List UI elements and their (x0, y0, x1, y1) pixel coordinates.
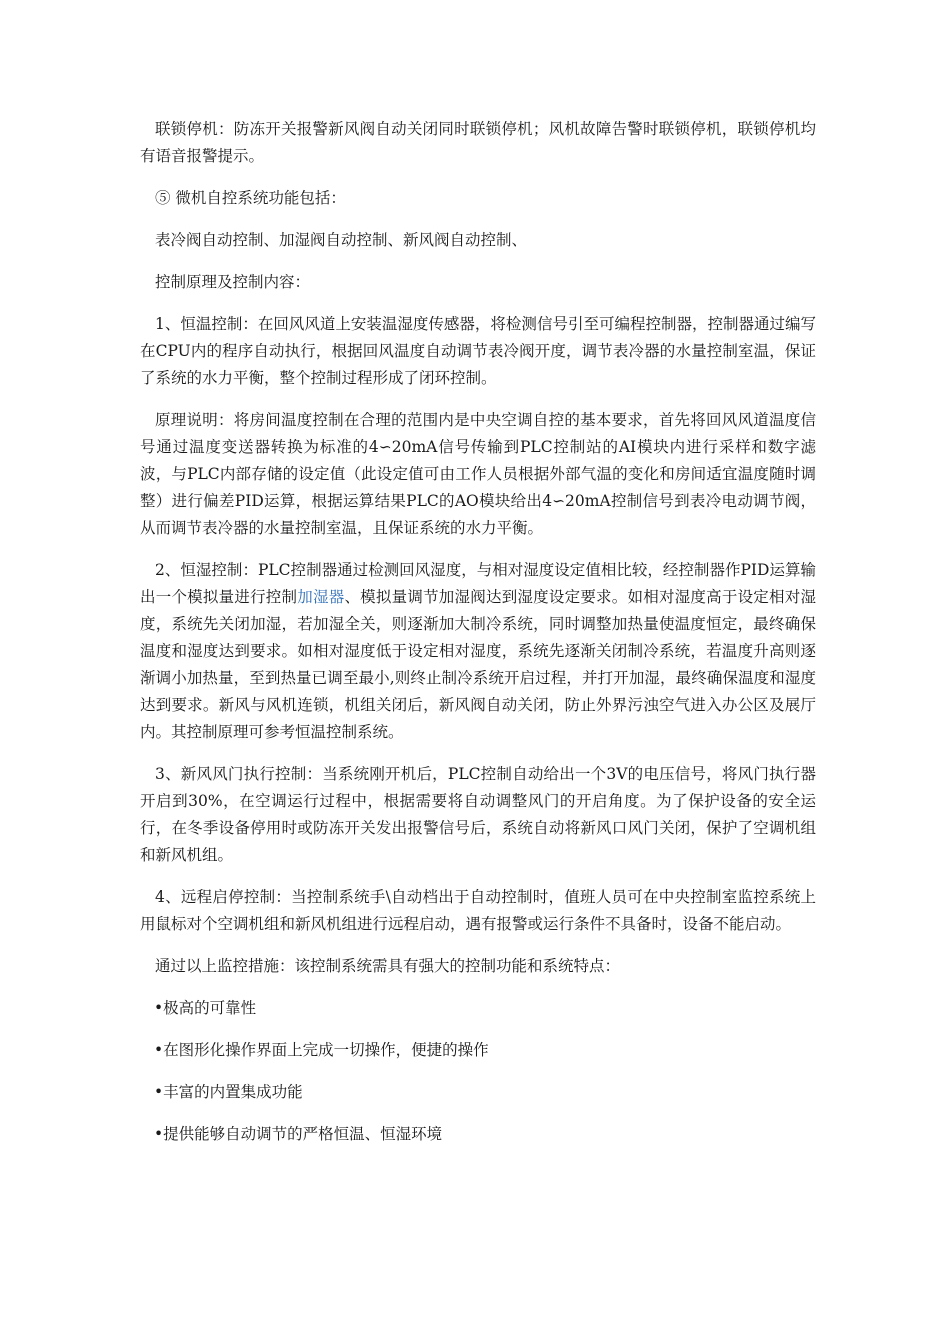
paragraph-fresh-air-damper: 3、新风风门执行控制：当系统刚开机后，PLC控制自动给出一个3V的电压信号，将风门执行器开启到30%，在空调运行过程中，根据需要将自动调整风门的开启角度。为了保护设备的安全运行，在冬季设备停用时或防冻开关发出报警信号后，系统自动将新风口风门关闭，保护了空调机组和新风机组。 (140, 765, 816, 864)
paragraph-control-principle-heading: 控制原理及控制内容： (155, 273, 311, 291)
bullet-item: •极高的可靠性 (154, 999, 257, 1017)
document-page (140, 116, 816, 1163)
paragraph-remote-start-stop: 4、远程启停控制：当控制系统手\自动档出于自动控制时，值班人员可在中央控制室监控系统上用鼠标对个空调机组和新风机组进行远程启动，遇有报警或运行条件不具备时，设备不能启动。 (140, 888, 816, 933)
humidity-text-after: 、模拟量调节加湿阀达到湿度设定要求。如相对湿度高于设定相对湿度，系统先关闭加湿，若加湿全关，则逐渐加大制冷系统，同时调整加热量使温度恒定，最终确保温度和湿度达到要求。如相对湿度低于设定相对湿度，系统先逐渐关闭制冷系统，若温度升高则逐渐调小加热量，至到热量已调至最小,则终止制冷系统开启过程，并打开加湿，最终确保温度和湿度达到要求。新风与风机连锁，机组关闭后，新风阀自动关闭，防止外界污浊空气进入办公区及展厅内。其控制原理可参考恒温控制系统。 (140, 588, 816, 741)
bullet-item: •提供能够自动调节的严格恒温、恒湿环境 (154, 1125, 443, 1143)
paragraph-constant-humidity (140, 557, 816, 746)
paragraph-interlock-stop: 联锁停机：防冻开关报警新风阀自动关闭同时联锁停机；风机故障告警时联锁停机，联锁停机均有语音报警提示。 (140, 120, 816, 165)
humidity-text-before: 2、恒湿控制：PLC控制器通过检测回风湿度，与相对湿度设定值相比较，经控制器作PID运算输出一个模拟量进行控制 (140, 561, 816, 606)
bullet-item: •丰富的内置集成功能 (154, 1083, 303, 1101)
paragraph-constant-temperature: 1、恒温控制：在回风风道上安装温湿度传感器，将检测信号引至可编程控制器，控制器通过编写在CPU内的程序自动执行，根据回风温度自动调节表冷阀开度，调节表冷器的水量控制室温，保证了系统的水力平衡，整个控制过程形成了闭环控制。 (140, 315, 816, 387)
bullet-item: •在图形化操作界面上完成一切操作，便捷的操作 (154, 1041, 489, 1059)
paragraph-control-functions-heading: ⑤ 微机自控系统功能包括： (155, 189, 346, 207)
humidifier-link[interactable]: 加湿器 (297, 588, 345, 606)
paragraph-system-features-intro: 通过以上监控措施：该控制系统需具有强大的控制功能和系统特点： (155, 957, 621, 975)
paragraph-valve-controls: 表冷阀自动控制、加湿阀自动控制、新风阀自动控制、 (155, 231, 528, 249)
paragraph-principle-explanation: 原理说明：将房间温度控制在合理的范围内是中央空调自控的基本要求，首先将回风风道温度信号通过温度变送器转换为标准的4∽20mA信号传输到PLC控制站的AI模块内进行采样和数字滤波，与PLC内部存储的设定值（此设定值可由工作人员根据外部气温的变化和房间适宜温度随时调整）进行偏差PID运算，根据运算结果PLC的AO模块给出4∽20mA控制信号到表冷电动调节阀，从而调节表冷器的水量控制室温，且保证系统的水力平衡。 (140, 411, 816, 537)
